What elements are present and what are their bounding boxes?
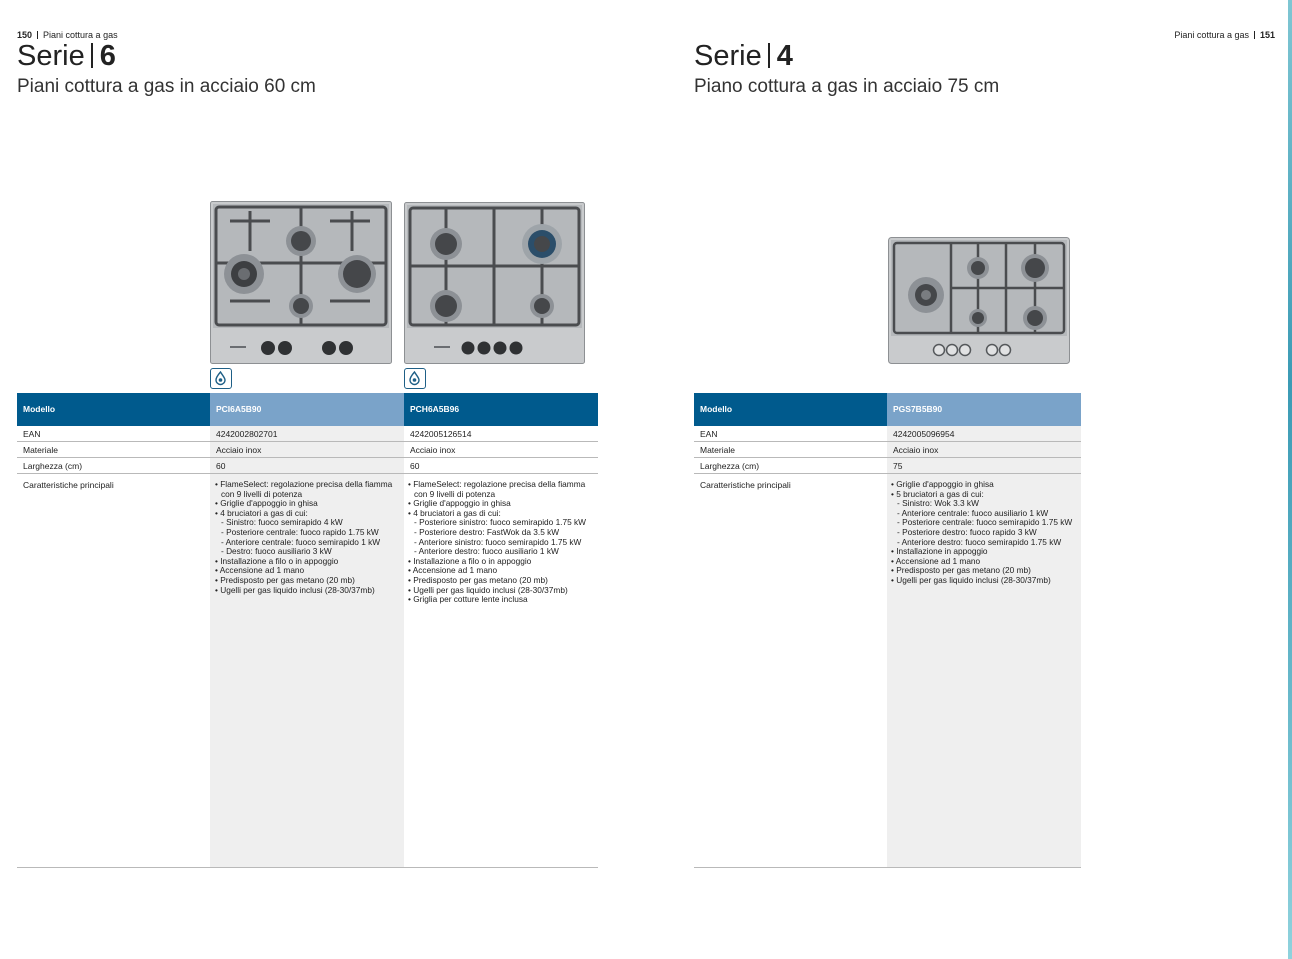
material-value: Acciaio inox <box>410 445 456 455</box>
table-header <box>17 393 598 426</box>
feature-item: • Installazione a filo o in appoggio <box>215 555 339 566</box>
feature-item: • Griglie d'appoggio in ghisa <box>215 498 318 509</box>
page-number: 151 <box>1259 30 1275 40</box>
serie-label: Serie <box>17 40 85 72</box>
feature-item: • Installazione in appoggio <box>891 546 988 557</box>
feature-item: • Accensione ad 1 mano <box>215 565 305 576</box>
row-label: Caratteristiche principali <box>700 480 791 490</box>
feature-item: - Anteriore sinistro: fuoco semirapido 1.75 kW <box>414 536 582 547</box>
table-row <box>694 426 1081 442</box>
flameselect-badge-icon <box>404 368 426 389</box>
feature-item: • Ugelli per gas liquido inclusi (28-30/37mb) <box>891 574 1051 585</box>
serie-number: 4 <box>776 40 793 72</box>
table-row <box>17 426 598 442</box>
table-row <box>17 458 598 474</box>
feature-item: - Posteriore sinistro: fuoco semirapido 1.75 kW <box>414 517 586 528</box>
feature-item: - Anteriore destro: fuoco ausiliario 1 kW <box>414 546 559 557</box>
flameselect-badge-icon <box>210 368 232 389</box>
spec-table-right <box>694 393 1081 873</box>
feature-item: • Griglie d'appoggio in ghisa <box>408 498 511 509</box>
feature-item: • FlameSelect: regolazione precisa della fiamma <box>408 479 586 489</box>
feature-item: • Predisposto per gas metano (20 mb) <box>408 574 548 585</box>
feature-item: • Predisposto per gas metano (20 mb) <box>891 565 1031 576</box>
feature-item: - Anteriore centrale: fuoco semirapido 1 kW <box>221 536 381 547</box>
page-edge-strip <box>1288 0 1292 959</box>
page-subtitle: Piani cottura a gas in acciaio 60 cm <box>17 76 316 97</box>
feature-item: • 4 bruciatori a gas di cui: <box>408 507 501 518</box>
serie-number: 6 <box>99 40 116 72</box>
row-label: EAN <box>700 429 718 439</box>
feature-item: • 5 bruciatori a gas di cui: <box>891 488 984 499</box>
feature-item: • Griglia per cotture lente inclusa <box>408 594 528 605</box>
table-header <box>694 393 1081 426</box>
feature-item: • Predisposto per gas metano (20 mb) <box>215 574 355 585</box>
features-list <box>215 480 392 595</box>
row-label: EAN <box>23 429 41 439</box>
table-bottom-rule <box>17 867 598 868</box>
width-value: 60 <box>410 461 420 471</box>
folio-right <box>1174 30 1275 40</box>
feature-item: - Anteriore centrale: fuoco ausiliario 1 kW <box>897 507 1049 518</box>
model-name: PCI6A5B90 <box>210 393 404 426</box>
feature-item: • Griglie d'appoggio in ghisa <box>891 479 994 489</box>
gas-hob-image <box>888 237 1070 364</box>
feature-item: con 9 livelli di potenza <box>221 488 303 499</box>
gas-hob-image <box>404 202 585 364</box>
feature-item: • FlameSelect: regolazione precisa della fiamma <box>215 479 393 489</box>
section-title: Piani cottura a gas <box>1174 30 1249 40</box>
page-number: 150 <box>17 30 33 40</box>
feature-item: con 9 livelli di potenza <box>414 488 496 499</box>
model-name: PGS7B5B90 <box>887 393 1081 426</box>
ean-value: 4242002802701 <box>216 429 278 439</box>
table-bottom-rule <box>694 867 1081 868</box>
feature-item: • Accensione ad 1 mano <box>408 565 498 576</box>
feature-item: - Posteriore centrale: fuoco rapido 1.75 kW <box>221 526 379 537</box>
ean-value: 4242005126514 <box>410 429 472 439</box>
table-row <box>694 442 1081 458</box>
serie-label: Serie <box>694 40 762 72</box>
feature-item: - Destro: fuoco ausiliario 3 kW <box>221 546 332 557</box>
header-label: Modello <box>694 393 887 426</box>
model-name: PCH6A5B96 <box>404 393 598 426</box>
row-label: Materiale <box>23 445 58 455</box>
row-label: Larghezza (cm) <box>700 461 760 471</box>
gas-hob-image <box>210 201 392 364</box>
page-subtitle: Piano cottura a gas in acciaio 75 cm <box>694 76 1000 97</box>
serie-heading <box>694 40 793 73</box>
table-row <box>17 442 598 458</box>
product-image-pgs7b5b90 <box>888 237 1070 364</box>
product-image-pci6a5b90 <box>210 201 392 364</box>
feature-item: - Anteriore destro: fuoco semirapido 1.75 kW <box>897 536 1062 547</box>
features-list <box>408 480 586 605</box>
section-title: Piani cottura a gas <box>43 30 118 40</box>
width-value: 75 <box>893 461 903 471</box>
spec-table-left <box>17 393 598 873</box>
feature-item: • Ugelli per gas liquido inclusi (28-30/37mb) <box>408 584 568 595</box>
feature-item: • Accensione ad 1 mano <box>891 555 981 566</box>
feature-item: • 4 bruciatori a gas di cui: <box>215 507 308 518</box>
serie-heading <box>17 40 116 73</box>
feature-item: - Posteriore destro: FastWok da 3.5 kW <box>414 526 560 537</box>
feature-item: - Posteriore destro: fuoco rapido 3 kW <box>897 526 1037 537</box>
row-label: Larghezza (cm) <box>23 461 83 471</box>
material-value: Acciaio inox <box>893 445 939 455</box>
feature-item: - Sinistro: fuoco semirapido 4 kW <box>221 517 343 528</box>
table-row <box>694 458 1081 474</box>
row-label: Materiale <box>700 445 735 455</box>
material-value: Acciaio inox <box>216 445 262 455</box>
feature-item: - Posteriore centrale: fuoco semirapido 1.75 kW <box>897 517 1073 528</box>
features-list <box>891 480 1072 586</box>
width-value: 60 <box>216 461 226 471</box>
feature-item: • Ugelli per gas liquido inclusi (28-30/37mb) <box>215 584 375 595</box>
header-label: Modello <box>17 393 210 426</box>
folio-left <box>17 30 118 40</box>
row-label: Caratteristiche principali <box>23 480 114 490</box>
right-page <box>646 0 1292 959</box>
ean-value: 4242005096954 <box>893 429 955 439</box>
feature-item: • Installazione a filo o in appoggio <box>408 555 532 566</box>
feature-item: - Sinistro: Wok 3.3 kW <box>897 498 979 509</box>
product-image-pch6a5b96 <box>404 202 585 364</box>
